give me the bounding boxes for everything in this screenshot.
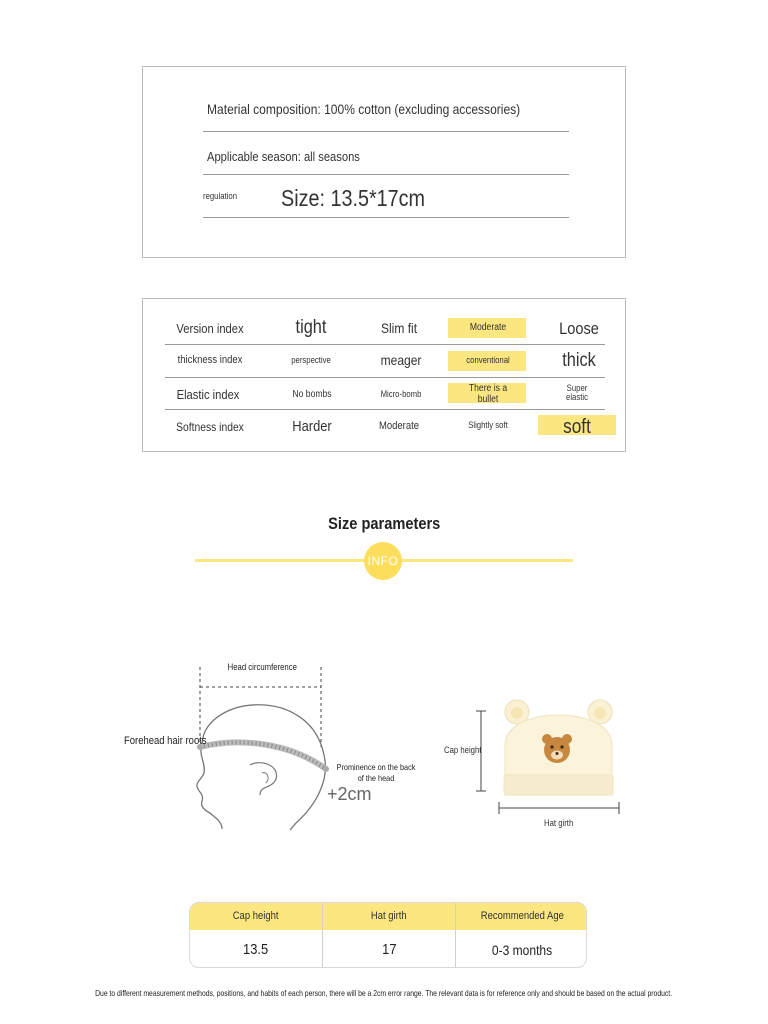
- table-header-cell: Hat girth: [371, 910, 407, 922]
- bear-eye-icon: [550, 745, 553, 748]
- index-label-elastic: Elastic index: [176, 387, 240, 402]
- table-cell: 0-3 months: [491, 942, 553, 958]
- divider: [203, 217, 569, 218]
- table-cell: 17: [381, 941, 397, 958]
- head-circumference-label: Head circumference: [227, 662, 297, 672]
- index-label-softness: Softness index: [176, 420, 244, 434]
- index-option: perspective: [291, 355, 331, 365]
- size-parameters-title: Size parameters: [327, 514, 441, 533]
- hat-brim: [504, 775, 613, 795]
- hat-ear-inner: [594, 707, 606, 719]
- index-option: Slightly soft: [468, 420, 508, 430]
- index-option: Harder: [292, 418, 332, 435]
- ear-outline: [250, 763, 277, 795]
- divider: [203, 174, 569, 175]
- index-option: meager: [380, 352, 422, 368]
- table-cell: 13.5: [243, 941, 269, 958]
- divider: [165, 377, 605, 378]
- footnote: Due to different measurement methods, positions, and habits of each person, there will be a 2cm error range. The relevant data is for reference only and should be based on the actual product.: [95, 988, 673, 998]
- index-option-selected: Moderate: [469, 322, 507, 333]
- material-info-box: [142, 66, 626, 258]
- index-option-selected: conventional: [466, 355, 510, 365]
- hat-girth-diagram-label: Hat girth: [544, 818, 574, 828]
- table-column-hat-girth: [323, 903, 455, 967]
- table-column-cap-height: [190, 903, 322, 967]
- material-composition-text: Material composition: 100% cotton (excluding accessories): [207, 101, 521, 117]
- bear-nose-icon: [556, 752, 559, 755]
- index-option-selected: There is a bullet: [468, 383, 508, 405]
- product-index-box: [142, 298, 626, 452]
- regulation-label: regulation: [203, 191, 237, 201]
- bear-eye-icon: [560, 745, 563, 748]
- index-option: thick: [562, 350, 596, 371]
- divider: [165, 409, 605, 410]
- bear-ear-icon: [542, 734, 552, 744]
- plus-2cm-label: +2cm: [327, 784, 372, 804]
- index-label-version: Version index: [176, 321, 244, 336]
- index-option: Slim fit: [380, 320, 418, 336]
- index-option: tight: [295, 317, 327, 338]
- face-outline: [197, 743, 222, 829]
- info-badge: INFO: [364, 542, 402, 580]
- size-table: [189, 902, 587, 968]
- index-option: Loose: [559, 319, 599, 338]
- index-option: Super elastic: [566, 383, 588, 403]
- applicable-season-text: Applicable season: all seasons: [207, 149, 360, 164]
- hat-ear-inner: [511, 707, 523, 719]
- size-text: Size: 13.5*17cm: [281, 185, 426, 211]
- bear-ear-icon: [562, 734, 572, 744]
- back-of-head-label: Prominence on the back of the head: [336, 762, 416, 783]
- forehead-label: Forehead hair roots: [124, 735, 207, 747]
- table-header-cell: Cap height: [233, 910, 279, 922]
- index-option: No bombs: [292, 389, 332, 400]
- cap-height-diagram-label: Cap height: [444, 745, 482, 755]
- divider: [165, 344, 605, 345]
- head-outline: [202, 705, 325, 830]
- index-label-thickness: thickness index: [177, 354, 243, 366]
- head-measurement-diagram: [110, 655, 450, 845]
- table-header-cell: Recommended Age: [480, 910, 564, 922]
- divider: [203, 131, 569, 132]
- index-option: Micro-bomb: [380, 389, 422, 399]
- index-option-selected: soft: [563, 416, 591, 438]
- table-column-age: [456, 903, 587, 967]
- hat-diagram: [440, 695, 640, 835]
- index-option: Moderate: [379, 420, 419, 432]
- ear-detail: [262, 773, 268, 783]
